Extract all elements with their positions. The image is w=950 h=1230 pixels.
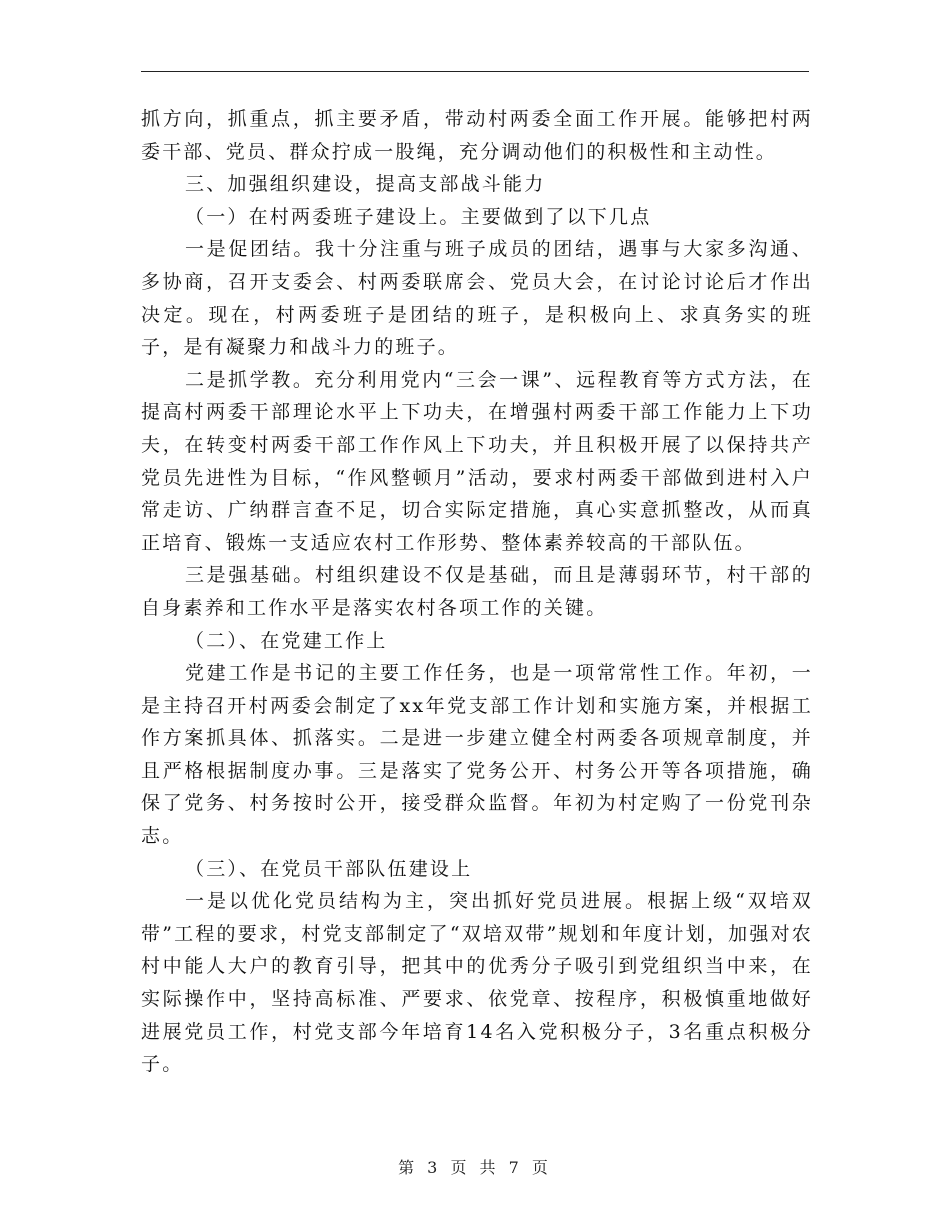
document-body <box>141 103 813 1081</box>
header-rule <box>141 71 809 72</box>
paragraph-member-structure: 一是以优化党员结构为主，突出抓好党员进展。根据上级“双培双带”工程的要求，村党支部制定了“双培双带”规划和年度计划，加强对农村中能人大户的教育引导，把其中的优秀分子吸引到党组织当中来，在实际操作中，坚持高标准、严要求、依党章、按程序，积极慎重地做好进展党员工作，村党支部今年培育14名入党积极分子，3名重点积极分子。 <box>141 890 813 1076</box>
paragraph-party-building: 党建工作是书记的主要工作任务，也是一项常常性工作。年初，一是主持召开村两委会制定了xx年党支部工作计划和实施方案，并根据工作方案抓具体、抓落实。二是进一步建立健全村两委各项规章制度，并且严格根据制度办事。三是落实了党务公开、村务公开等各项措施，确保了党务、村务按时公开，接受群众监督。年初为村定购了一份党刊杂志。 <box>141 662 813 848</box>
section-heading-3: 三、加强组织建设，提高支部战斗能力 <box>185 173 546 196</box>
subsection-heading-3: （三）、在党员干部队伍建设上 <box>185 857 473 880</box>
paragraph-unity: 一是促团结。我十分注重与班子成员的团结，遇事与大家多沟通、多协商，召开支委会、村两委联席会、党员大会，在讨论讨论后才作出决定。现在，村两委班子是团结的班子，是积极向上、求真务实的班子，是有凝聚力和战斗力的班子。 <box>141 238 813 359</box>
page-number-footer: 第 3 页 共 7 页 <box>398 1158 552 1177</box>
paragraph-continuation: 抓方向，抓重点，抓主要矛盾，带动村两委全面工作开展。能够把村两委干部、党员、群众拧成一股绳，充分调动他们的积极性和主动性。 <box>141 108 813 163</box>
subsection-heading-1: （一）在村两委班子建设上。主要做到了以下几点 <box>185 205 652 228</box>
subsection-heading-2: （二）、在党建工作上 <box>185 629 388 652</box>
paragraph-foundation: 三是强基础。村组织建设不仅是基础，而且是薄弱环节，村干部的自身素养和工作水平是落实农村各项工作的关键。 <box>141 564 813 619</box>
paragraph-study: 二是抓学教。充分利用党内“三会一课”、远程教育等方式方法，在提高村两委干部理论水平上下功夫，在增强村两委干部工作能力上下功夫，在转变村两委干部工作作风上下功夫，并且积极开展了以保持共产党员先进性为目标，“作风整顿月”活动，要求村两委干部做到进村入户常走访、广纳群言查不足，切合实际定措施，真心实意抓整改，从而真正培育、锻炼一支适应农村工作形势、整体素养较高的干部队伍。 <box>141 368 813 554</box>
